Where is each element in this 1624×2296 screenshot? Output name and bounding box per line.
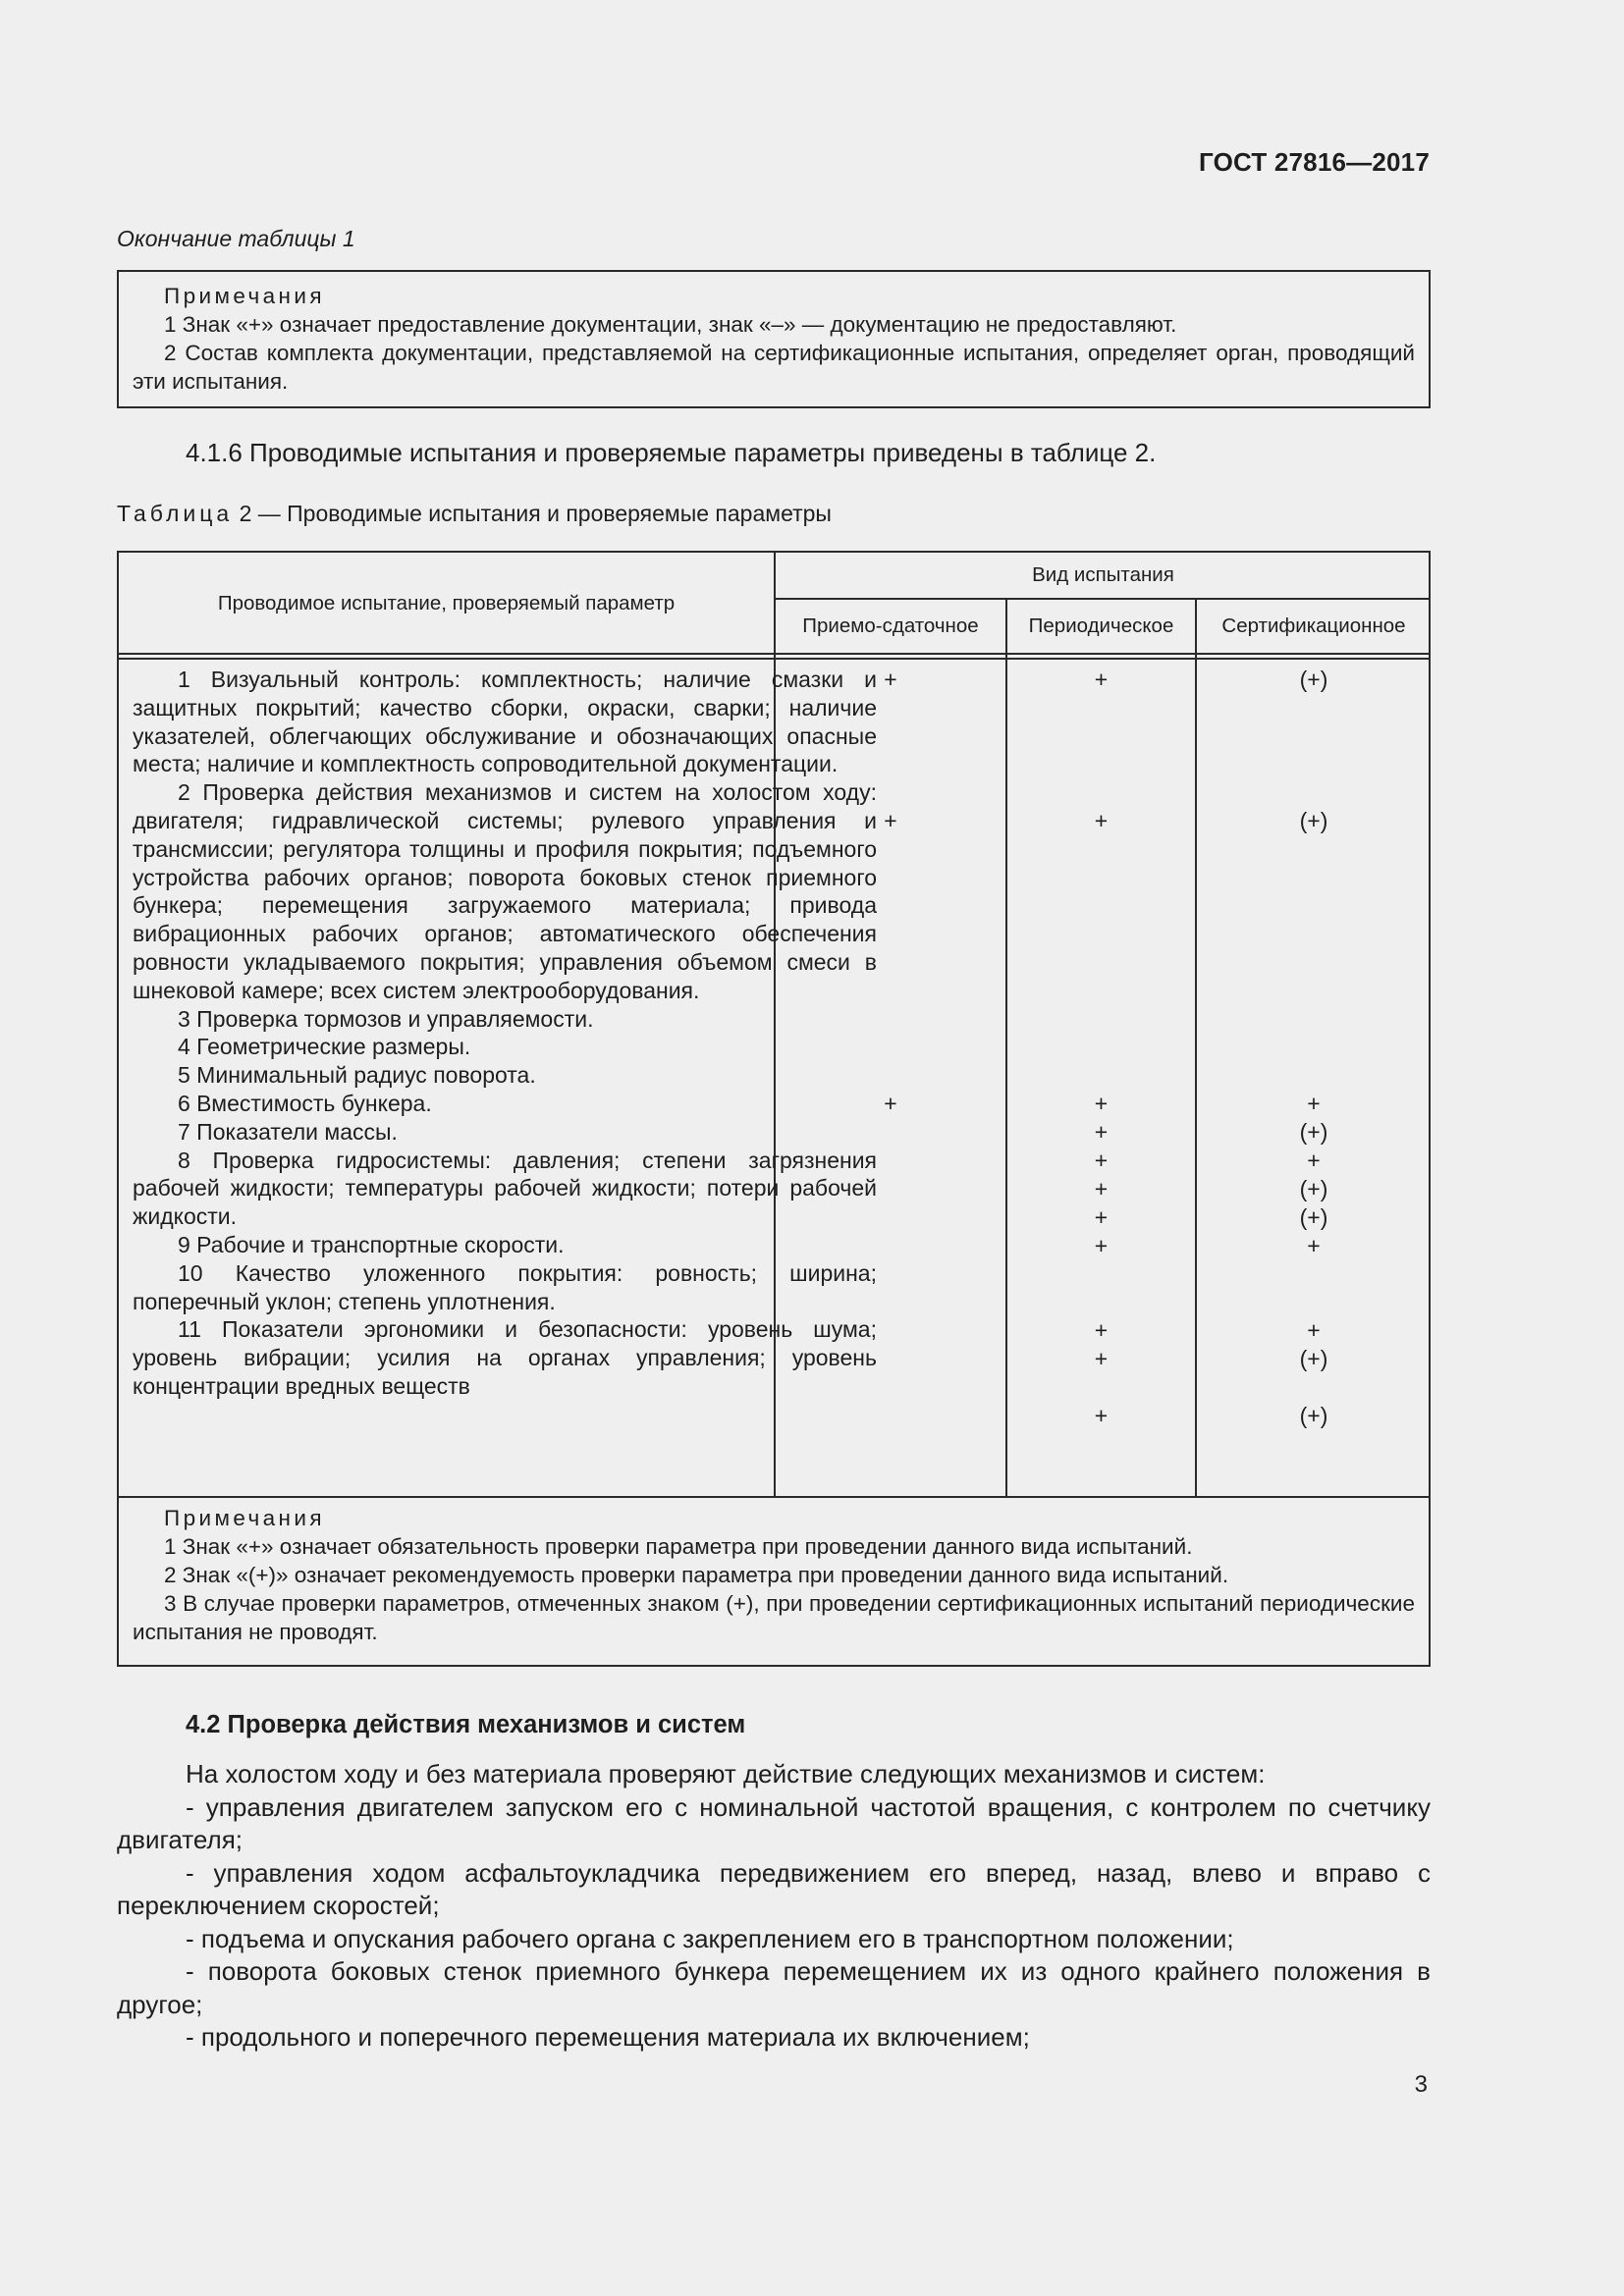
table2-notes [133,1504,1415,1646]
row-text: 9 Рабочие и транспортные скорости. [178,1231,565,1257]
mark-certification: (+) [1299,1403,1328,1428]
section-intro: На холостом ходу и без материала проверяют действие следующих механизмов и систем: [186,1759,1266,1789]
row-text: 8 Проверка гидросистемы: давления; степени загрязнения рабочей жидкости; температуры рабочей жидкости; потери рабочей жидкости. [133,1147,877,1230]
note-item: 1 Знак «+» означает предоставление документации, знак «–» — документацию не предоставляют. [164,312,1177,337]
mark-periodic: + [1094,667,1109,692]
mark-certification: + [1307,1148,1321,1173]
section-4-2-heading: 4.2 Проверка действия механизмов и систем [186,1711,746,1738]
mark-periodic: + [1094,1204,1109,1230]
mark-certification: (+) [1299,667,1328,692]
mark-periodic: + [1094,1403,1109,1428]
mark-acceptance: + [884,1091,897,1116]
mark-acceptance: + [884,667,897,692]
row-text: 3 Проверка тормозов и управляемости. [178,1005,594,1032]
table-row [133,666,877,1401]
notes-title: Примечания [164,284,325,308]
mark-certification: (+) [1299,1176,1328,1201]
table2 [117,551,1431,1667]
mark-periodic: + [1094,1176,1109,1201]
mark-periodic: + [1094,1346,1109,1371]
table2-caption [117,501,832,527]
mark-certification: (+) [1299,808,1328,833]
mark-certification: (+) [1299,1346,1328,1371]
row-text: 1 Визуальный контроль: комплектность; наличие смазки и защитных покрытий; качество сборки, окраски, сварки; наличие указателей, облегчающих обслуживание и обозначающих опасные места; наличие и комплектность сопроводительной документации. [133,667,877,777]
mark-certification: (+) [1299,1204,1328,1230]
header-param: Проводимое испытание, проверяемый параметр [217,592,676,614]
mark-periodic: + [1094,1233,1109,1258]
mark-periodic: + [1094,1317,1109,1343]
table2-caption-word: Таблица [117,501,234,526]
list-item: - управления ходом асфальтоукладчика передвижением его вперед, назад, влево и вправо с переключением скоростей; [117,1857,1431,1920]
header-test-type: Вид испытания [1032,563,1174,586]
list-item: - подъема и опускания рабочего органа с закреплением его в транспортном положении; [186,1923,1234,1953]
header-periodic: Периодическое [1028,614,1174,637]
note-item: 2 Знак «(+)» означает рекомендуемость проверки параметра при проведении данного вида испытаний. [164,1563,1229,1587]
header-acceptance: Приемо-сдаточное [802,614,979,637]
mark-periodic: + [1094,1119,1109,1145]
header-certification: Сертификационное [1221,614,1406,637]
mark-periodic: + [1094,1148,1109,1173]
mark-periodic: + [1094,1091,1109,1116]
list-item: - управления двигателем запуском его с номинальной частотой вращения, с контролем по счетчику двигателя; [117,1791,1431,1854]
row-text: 7 Показатели массы. [178,1118,398,1145]
mark-certification: + [1307,1091,1321,1116]
row-text: 2 Проверка действия механизмов и систем на холостом ходу: двигателя; гидравлической системы; рулевого управления и трансмиссии; регулятора толщины и профиля покрытия; подъемного устройства рабочих органов; поворота боковых стенок приемного бункера; перемещения загружаемого материала; привода вибрационных рабочих органов; автоматического обеспечения ровности укладываемого покрытия; управления объемом смеси в шнековой камере; всех систем электрооборудования. [133,779,877,1003]
notes-title: Примечания [164,1506,325,1530]
mark-certification: (+) [1299,1119,1328,1145]
notes-divider [119,1496,1431,1498]
mark-certification: + [1307,1233,1321,1258]
row-text: 4 Геометрические размеры. [178,1034,471,1060]
list-item: - продольного и поперечного перемещения материала их включением; [186,2022,1030,2052]
table1-notes [117,270,1431,408]
mark-periodic: + [1094,808,1109,833]
paragraph-4-1-6: 4.1.6 Проводимые испытания и проверяемые параметры приведены в таблице 2. [186,438,1157,467]
header-bottom-line [119,653,1431,655]
section-4-2-body [117,1758,1431,2055]
mark-acceptance: + [884,808,897,833]
list-item: - поворота боковых стенок приемного бункера перемещением их из одного крайнего положения в другое; [117,1956,1431,2019]
row-text: 10 Качество уложенного покрытия: ровность; ширина; поперечный уклон; степень уплотнения. [133,1259,877,1314]
row-text: 5 Минимальный радиус поворота. [178,1062,536,1089]
mark-certification: + [1307,1317,1321,1343]
note-item: 3 В случае проверки параметров, отмеченных знаком (+), при проведении сертификационных испытаний периодические испытания не проводят. [133,1591,1415,1644]
row-text: 11 Показатели эргономики и безопасности: уровень шума; уровень вибрации; усилия на органах управления; уровень концентрации вредных веществ [133,1316,877,1399]
header-bottom-line [119,658,1431,660]
note-item: 1 Знак «+» означает обязательность проверки параметра при проведении данного вида испытаний. [164,1534,1193,1559]
header-divider [774,598,1431,600]
note-item: 2 Состав комплекта документации, представляемой на сертификационные испытания, определяет орган, проводящий эти испытания. [133,341,1415,394]
standard-number: ГОСТ 27816—2017 [1199,147,1430,177]
page-number: 3 [1414,2071,1428,2098]
table-continuation-caption: Окончание таблицы 1 [117,226,355,251]
row-text: 6 Вместимость бункера. [178,1090,432,1116]
table2-caption-title: 2 — Проводимые испытания и проверяемые параметры [239,501,832,526]
